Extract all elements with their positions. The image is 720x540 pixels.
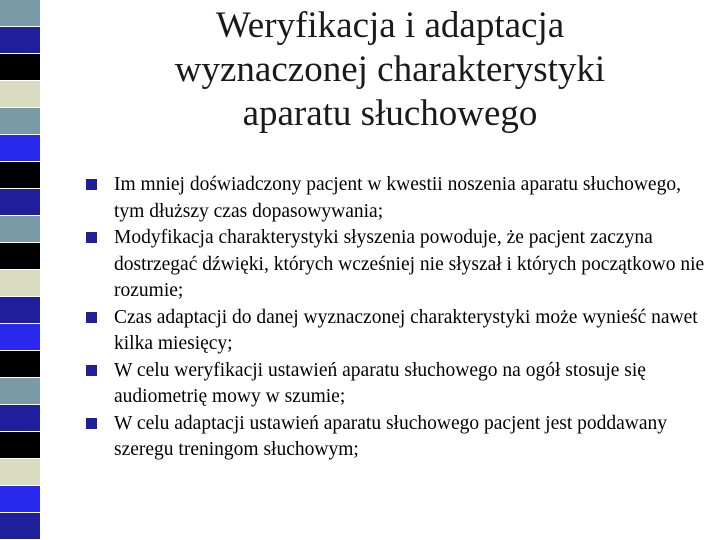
- bullet-text: Modyfikacja charakterystyki słyszenia powoduje, że pacjent zaczyna dostrzegać dźwięki, których wcześniej nie słyszał i których początkowo nie rozumie;: [114, 227, 705, 301]
- stripe-segment: [0, 378, 40, 405]
- square-bullet-icon: [86, 232, 97, 243]
- stripe-segment: [0, 243, 40, 270]
- square-bullet-icon: [86, 418, 97, 429]
- stripe-segment: [0, 135, 40, 162]
- stripe-segment: [0, 405, 40, 432]
- stripe-segment: [0, 189, 40, 216]
- bullet-item: [86, 305, 706, 358]
- bullet-text: Czas adaptacji do danej wyznaczonej charakterystyki może wynieść nawet kilka miesięcy;: [114, 306, 698, 354]
- stripe-segment: [0, 108, 40, 135]
- bullet-list: [86, 172, 706, 464]
- stripe-segment: [0, 270, 40, 297]
- bullet-item: [86, 225, 706, 305]
- bullet-item: [86, 172, 706, 225]
- bullet-item: [86, 411, 706, 464]
- stripe-segment: [0, 162, 40, 189]
- bullet-text: Im mniej doświadczony pacjent w kwestii noszenia aparatu słuchowego, tym dłuższy czas dopasowywania;: [114, 174, 681, 222]
- stripe-segment: [0, 81, 40, 108]
- stripe-segment: [0, 459, 40, 486]
- stripe-segment: [0, 432, 40, 459]
- bullet-text: W celu weryfikacji ustawień aparatu słuchowego na ogół stosuje się audiometrię mowy w szumie;: [114, 359, 646, 407]
- bullet-item: [86, 358, 706, 411]
- decorative-side-stripe: [0, 0, 40, 540]
- slide-title-line: aparatu słuchowego: [242, 93, 538, 134]
- bullet-text: W celu adaptacji ustawień aparatu słuchowego pacjent jest poddawany szeregu treningom słuchowym;: [114, 412, 668, 460]
- slide-title-line: wyznaczonej charakterystyki: [174, 49, 606, 90]
- stripe-segment: [0, 216, 40, 243]
- stripe-segment: [0, 297, 40, 324]
- stripe-segment: [0, 324, 40, 351]
- stripe-segment: [0, 0, 40, 27]
- stripe-segment: [0, 486, 40, 513]
- slide-title-line: Weryfikacja i adaptacja: [215, 5, 565, 46]
- stripe-segment: [0, 351, 40, 378]
- stripe-segment: [0, 513, 40, 540]
- stripe-segment: [0, 27, 40, 54]
- square-bullet-icon: [86, 179, 97, 190]
- square-bullet-icon: [86, 365, 97, 376]
- square-bullet-icon: [86, 312, 97, 323]
- slide-title: [80, 4, 700, 136]
- stripe-segment: [0, 54, 40, 81]
